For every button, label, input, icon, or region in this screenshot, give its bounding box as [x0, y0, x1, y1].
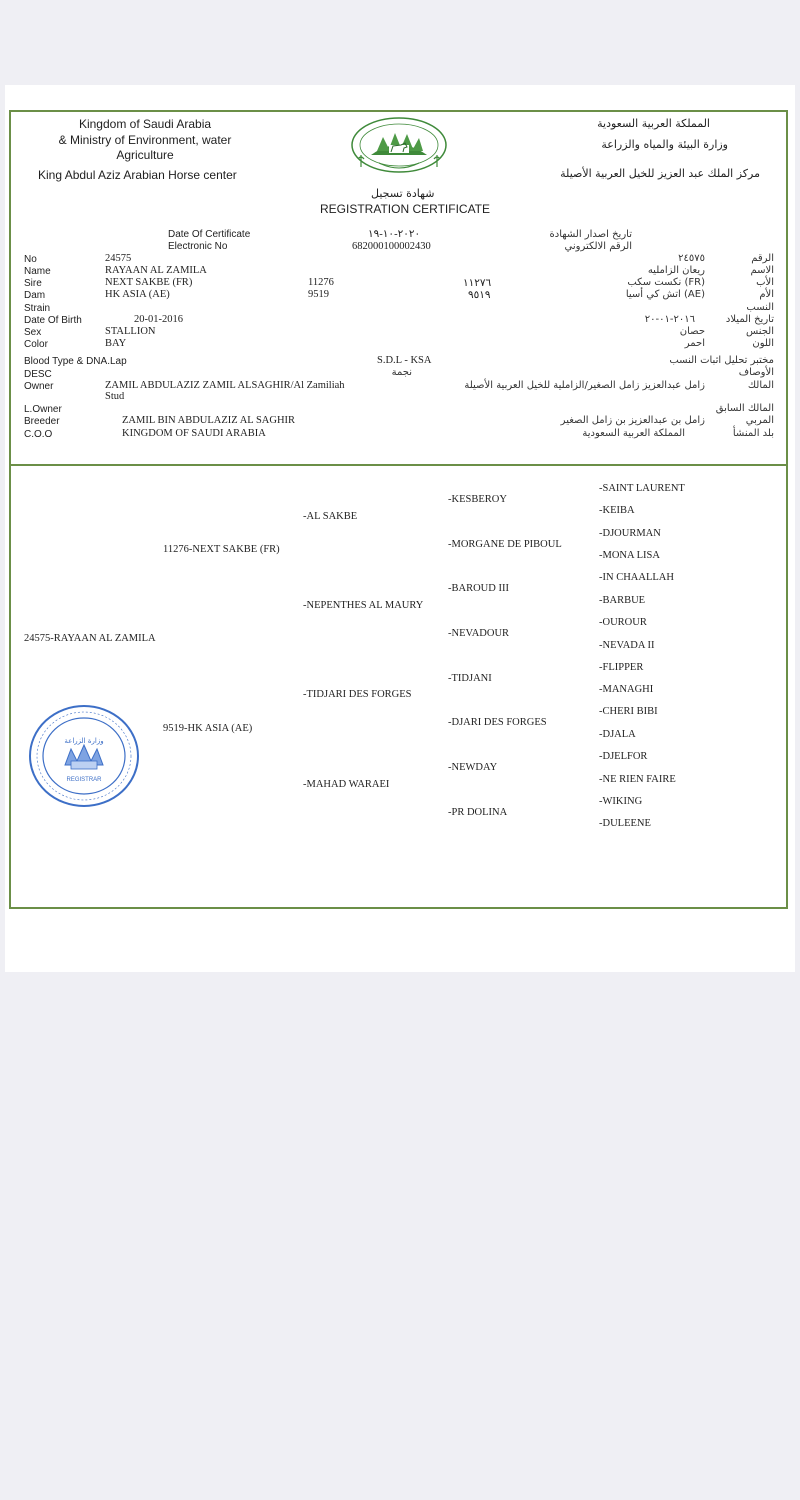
name-label: Name — [24, 266, 51, 277]
blood-type-label-ar: مختبر تحليل اثبات النسب — [669, 355, 774, 366]
lowner-label-ar: المالك السابق — [715, 403, 774, 414]
coo-label: C.O.O — [24, 429, 53, 440]
pedigree-gen4-item: -NE RIEN FAIRE — [599, 774, 676, 785]
sire-label: Sire — [24, 278, 42, 289]
desc-label-ar: الأوصاف — [738, 367, 774, 378]
pedigree-gen4-item: -DULEENE — [599, 818, 651, 829]
pedigree-gen3-item: -MORGANE DE PIBOUL — [448, 539, 562, 550]
owner-value-line1: ZAMIL ABDULAZIZ ZAMIL ALSAGHIR/Al Zamiliah — [105, 380, 345, 391]
pedigree-gen4-item: -DJOURMAN — [599, 528, 661, 539]
pedigree-dam: 9519-HK ASIA (AE) — [163, 723, 253, 734]
date-of-certificate-label-ar: تاريخ اصدار الشهادة — [549, 229, 632, 240]
coo-label-ar: بلد المنشأ — [732, 428, 774, 439]
pedigree-horse: 24575-RAYAAN AL ZAMILA — [24, 633, 156, 644]
header-left-line4: King Abdul Aziz Arabian Horse center — [38, 168, 237, 182]
sire-value: NEXT SAKBE (FR) — [105, 277, 193, 288]
header-left-line2: & Ministry of Environment, water — [58, 133, 232, 147]
pedigree-gen3-item: -NEVADOUR — [448, 628, 510, 639]
header-left-line3: Agriculture — [116, 148, 174, 162]
owner-label-ar: المالك — [747, 380, 774, 391]
dam-label: Dam — [24, 290, 46, 301]
breeder-label-ar: المربي — [745, 415, 774, 426]
no-value: 24575 — [105, 253, 132, 264]
pedigree-gen4-item: -WIKING — [599, 796, 643, 807]
header-right-line1: المملكة العربية السعودية — [597, 117, 710, 130]
owner-value-line2: Stud — [105, 391, 125, 402]
lowner-label: L.Owner — [24, 404, 62, 415]
blood-type-value: S.D.L - KSA — [377, 355, 432, 366]
dam-value: HK ASIA (AE) — [105, 289, 170, 300]
stamp-center-text: وزارة الزراعة — [64, 737, 104, 745]
blood-type-label: Blood Type & DNA.Lap — [24, 356, 127, 367]
header-right-line2: وزارة البيئة والمياه والزراعة — [601, 138, 728, 151]
title-english: REGISTRATION CERTIFICATE — [320, 202, 491, 216]
sire-value-ar: (FR) نكست سكب — [627, 277, 705, 288]
strain-label: Strain — [24, 303, 51, 314]
electronic-no-label-ar: الرقم الالكتروني — [564, 241, 632, 252]
header-right-line3: مركز الملك عبد العزيز للخيل العربية الأصيلة — [560, 167, 760, 180]
sire-number: 11276 — [308, 277, 334, 288]
pedigree-gen4-item: -FLIPPER — [599, 662, 644, 673]
pedigree-gen3-item: -KESBEROY — [448, 494, 507, 505]
color-value: BAY — [105, 338, 127, 349]
dob-value-ar: ٢٠١٦-٠١-٢٠ — [644, 314, 695, 325]
color-label-ar: اللون — [752, 338, 774, 349]
electronic-no-label: Electronic No — [168, 241, 228, 252]
dam-label-ar: الأم — [759, 289, 774, 300]
pedigree-gen3-item: -NEWDAY — [448, 762, 498, 773]
sex-value-ar: حصان — [679, 326, 705, 337]
name-value: RAYAAN AL ZAMILA — [105, 265, 207, 276]
section-divider — [9, 464, 788, 466]
dob-label-ar: تاريخ الميلاد — [725, 314, 774, 325]
official-stamp — [27, 703, 141, 809]
sex-value: STALLION — [105, 326, 156, 337]
desc-value-ar: نجمة — [391, 367, 412, 378]
pedigree-gen4-item: -BARBUE — [599, 595, 646, 606]
pedigree-gen2-item: -NEPENTHES AL MAURY — [303, 600, 424, 611]
color-value-ar: احمر — [684, 338, 705, 349]
owner-label: Owner — [24, 381, 54, 392]
coo-value: KINGDOM OF SAUDI ARABIA — [122, 428, 266, 439]
pedigree-gen2-item: -MAHAD WARAEI — [303, 779, 390, 790]
pedigree-gen4-item: -IN CHAALLAH — [599, 572, 674, 583]
center-logo — [349, 115, 449, 185]
pedigree-gen4-item: -OUROUR — [599, 617, 647, 628]
header-left-line1: Kingdom of Saudi Arabia — [78, 117, 212, 131]
pedigree-gen3-item: -PR DOLINA — [448, 807, 508, 818]
dob-value: 20-01-2016 — [134, 314, 183, 325]
dob-label: Date Of Birth — [24, 315, 82, 326]
pedigree-gen3-item: -DJARI DES FORGES — [448, 717, 547, 728]
date-of-certificate-label: Date Of Certificate — [168, 229, 251, 240]
pedigree-gen2-item: -TIDJARI DES FORGES — [303, 689, 412, 700]
title-arabic: شهادة تسجيل — [371, 187, 435, 200]
coo-value-ar: المملكة العربية السعودية — [582, 428, 685, 439]
owner-value-ar: زامل عبدالعزيز زامل الصغير/الزاملية للخيل العربية الأصيلة — [464, 380, 705, 391]
name-value-ar: ريعان الزامليه — [647, 265, 705, 276]
stamp-bottom-text: REGISTRAR — [66, 777, 102, 783]
electronic-no-value: 682000100002430 — [352, 241, 431, 252]
pedigree-gen4-item: -DJALA — [599, 729, 636, 740]
breeder-label: Breeder — [24, 416, 60, 427]
no-label-ar: الرقم — [751, 253, 774, 264]
pedigree-gen4-item: -MANAGHI — [599, 684, 654, 695]
pedigree-gen4-item: -KEIBA — [599, 505, 635, 516]
desc-label: DESC — [24, 369, 52, 380]
pedigree-gen4-item: -DJELFOR — [599, 751, 648, 762]
pedigree-gen3-item: -TIDJANI — [448, 673, 492, 684]
dam-value-ar: (AE) اتش كي أسيا — [625, 289, 705, 300]
pedigree-gen4-item: -MONA LISA — [599, 550, 660, 561]
strain-label-ar: النسب — [746, 302, 774, 313]
date-of-certificate-value: ٢٠٢٠-١٠-١٩ — [368, 229, 421, 240]
no-value-ar: ٢٤٥٧٥ — [678, 253, 705, 264]
dam-number: 9519 — [308, 289, 329, 300]
pedigree-gen4-item: -CHERI BIBI — [599, 706, 658, 717]
pedigree-gen3-item: -BAROUD III — [448, 583, 509, 594]
sex-label-ar: الجنس — [745, 326, 774, 337]
breeder-value-ar: زامل بن عبدالعزيز بن زامل الصغير — [560, 415, 705, 426]
dam-number-ar: ٩٥١٩ — [468, 290, 491, 301]
breeder-value: ZAMIL BIN ABDULAZIZ AL SAGHIR — [122, 415, 296, 426]
pedigree-gen4-item: -SAINT LAURENT — [599, 483, 685, 494]
sire-number-ar: ١١٢٧٦ — [463, 278, 492, 289]
sire-label-ar: الأب — [756, 277, 774, 288]
pedigree-gen2-item: -AL SAKBE — [303, 511, 358, 522]
color-label: Color — [24, 339, 48, 350]
sex-label: Sex — [24, 327, 42, 338]
name-label-ar: الاسم — [750, 265, 774, 276]
pedigree-sire: 11276-NEXT SAKBE (FR) — [163, 544, 280, 555]
pedigree-gen4-item: -NEVADA II — [599, 640, 655, 651]
no-label: No — [24, 254, 37, 265]
